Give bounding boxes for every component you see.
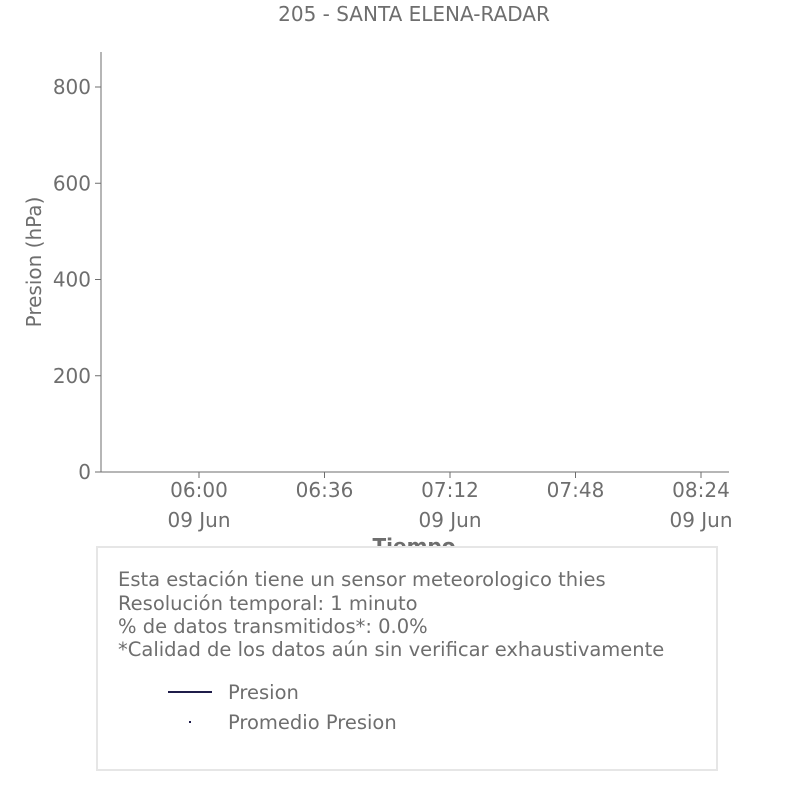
y-axis-label: Presion (hPa) bbox=[22, 196, 46, 328]
x-ticks bbox=[167, 472, 732, 532]
x-tick-label-time: 07:48 bbox=[546, 478, 605, 502]
y-tick-label: 0 bbox=[78, 460, 91, 484]
info-line-transmitted: % de datos transmitidos*: 0.0% bbox=[118, 615, 428, 638]
x-tick-label-time: 07:12 bbox=[421, 478, 479, 502]
info-line-sensor: Esta estación tiene un sensor meteorologico thies bbox=[118, 568, 606, 591]
legend-line-marker bbox=[168, 691, 212, 693]
info-box bbox=[96, 546, 718, 771]
y-tick-label: 400 bbox=[52, 267, 91, 292]
x-tick-label-time: 06:00 bbox=[170, 478, 228, 502]
chart-title: 205 - SANTA ELENA-RADAR bbox=[278, 2, 550, 26]
y-ticks bbox=[53, 75, 101, 484]
y-tick-label: 200 bbox=[52, 363, 91, 388]
legend-point-marker bbox=[189, 721, 191, 723]
legend-label: Promedio Presion bbox=[228, 711, 397, 734]
x-tick-label-date: 09 Jun bbox=[167, 508, 231, 532]
x-tick-label-time: 08:24 bbox=[672, 478, 730, 502]
x-tick-label-date: 09 Jun bbox=[418, 508, 482, 532]
legend-label: Presion bbox=[228, 681, 299, 704]
info-line-resolution: Resolución temporal: 1 minuto bbox=[118, 592, 418, 615]
y-tick-label: 800 bbox=[52, 75, 91, 99]
info-line-quality-note: *Calidad de los datos aún sin verificar exhaustivamente bbox=[118, 638, 665, 661]
y-tick-label: 600 bbox=[52, 171, 91, 196]
x-tick-label-time: 06:36 bbox=[295, 478, 354, 502]
x-tick-label-date: 09 Jun bbox=[669, 508, 733, 532]
